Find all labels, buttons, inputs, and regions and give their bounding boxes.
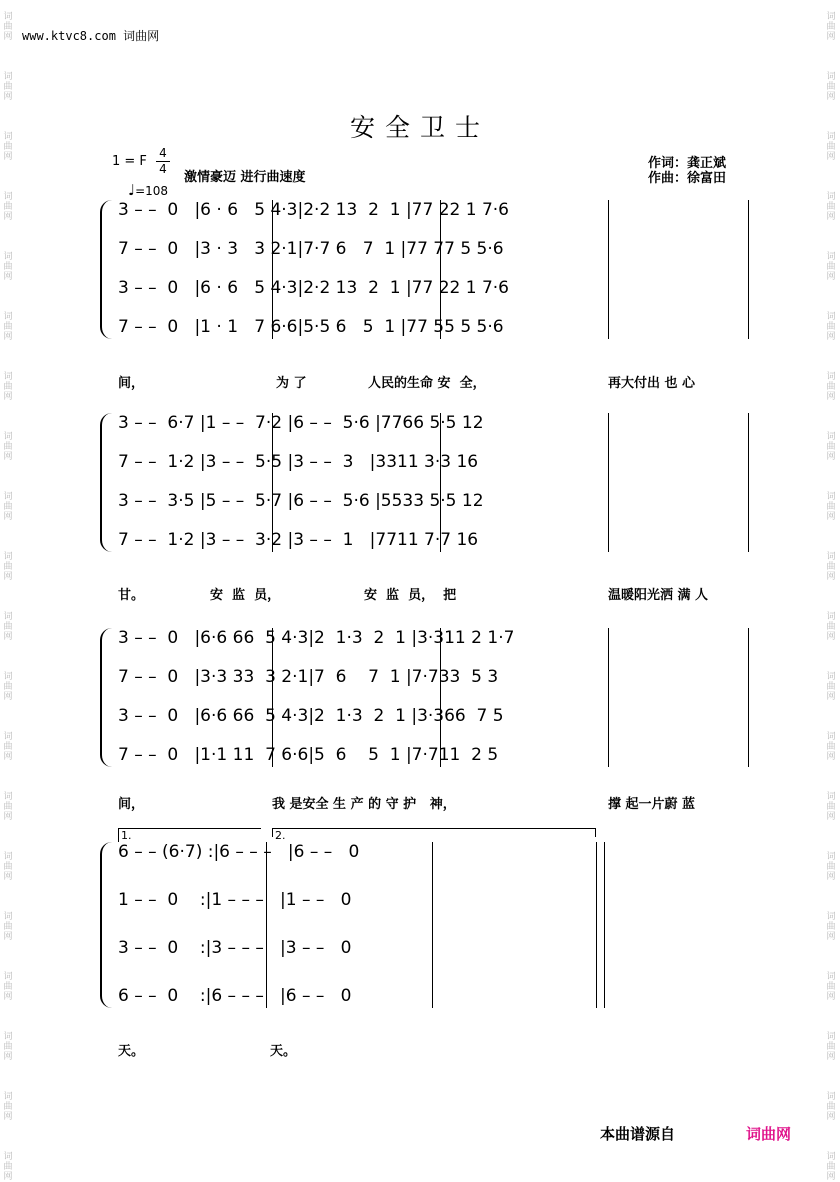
lyric-phrase: 安 监 员， bbox=[210, 588, 281, 603]
watermark-text: 词 曲 网 bbox=[826, 792, 836, 822]
watermark-text: 词 曲 网 bbox=[826, 372, 836, 402]
lyric-phrase: 间， bbox=[118, 797, 145, 812]
voice-line: 3 – – 0 |6 · 6 5 4·3|2·2 13 2 1 |77 22 1 7·6 bbox=[118, 200, 509, 220]
watermark-text: 词 曲 网 bbox=[826, 492, 836, 522]
watermark-text: 词 曲 网 bbox=[3, 432, 13, 462]
voice-line: 3 – – 6·7 |1 – – 7·2 |6 – – 5·6 |7766 5·5 12 bbox=[118, 413, 484, 433]
watermark-text: 词 曲 网 bbox=[826, 252, 836, 282]
barline bbox=[608, 628, 609, 767]
voice-line: 1 – – 0 :|1 – – – |1 – – 0 bbox=[118, 890, 352, 910]
system-brace bbox=[100, 842, 112, 1008]
expression-text: 激情豪迈 进行曲速度 bbox=[184, 170, 306, 185]
watermark-text: 词 曲 网 bbox=[826, 672, 836, 702]
lyric-phrase: 天。 bbox=[270, 1044, 297, 1059]
watermark-text: 词 曲 网 bbox=[826, 132, 836, 162]
watermark-text: 词 曲 网 bbox=[3, 852, 13, 882]
watermark-text: 词 曲 网 bbox=[826, 12, 836, 42]
volta-second: 2. bbox=[272, 828, 596, 837]
footer-link[interactable]: 词曲网 bbox=[746, 1125, 792, 1143]
watermark-text: 词 曲 网 bbox=[3, 72, 13, 102]
watermark-text: 词 曲 网 bbox=[3, 1092, 13, 1122]
voice-line: 7 – – 0 |3·3 33 3 2·1|7 6 7 1 |7·733 5 3 bbox=[118, 667, 499, 687]
tempo-value: =108 bbox=[135, 184, 169, 198]
watermark-text: 词 曲 网 bbox=[826, 912, 836, 942]
site-link[interactable]: www.ktvc8.com 词曲网 bbox=[22, 29, 160, 43]
key-signature: 1 = F bbox=[112, 154, 147, 169]
footer-source: 本曲谱源自 bbox=[600, 1125, 676, 1143]
quarter-note-icon: ♩ bbox=[128, 181, 136, 199]
composer: 作曲：徐富田 bbox=[648, 171, 727, 186]
system-brace bbox=[100, 200, 112, 339]
lyric-phrase: 温暖阳光洒 满 人 bbox=[608, 588, 709, 603]
watermark-text: 词 曲 网 bbox=[3, 552, 13, 582]
barline bbox=[748, 200, 749, 339]
lyric-phrase: 再大付出 也 心 bbox=[608, 376, 696, 391]
voice-line: 3 – – 0 |6·6 66 5 4·3|2 1·3 2 1 |3·311 2 1·7 bbox=[118, 628, 515, 648]
watermark-text: 词 曲 网 bbox=[826, 552, 836, 582]
lyric-phrase: 间， bbox=[118, 376, 145, 391]
watermark-text: 词 曲 网 bbox=[826, 1152, 836, 1182]
watermark-text: 词 曲 网 bbox=[3, 12, 13, 42]
watermark-text: 词 曲 网 bbox=[3, 312, 13, 342]
lyric-phrase: 甘。 bbox=[118, 588, 145, 603]
watermark-text: 词 曲 网 bbox=[826, 432, 836, 462]
barline bbox=[596, 842, 597, 1008]
watermark-text: 词 曲 网 bbox=[826, 1092, 836, 1122]
watermark-text: 词 曲 网 bbox=[826, 732, 836, 762]
voice-line: 7 – – 1·2 |3 – – 5·5 |3 – – 3 |3311 3·3 16 bbox=[118, 452, 479, 472]
lyric-phrase: 为 了 bbox=[276, 376, 307, 391]
watermark-text: 词 曲 网 bbox=[3, 912, 13, 942]
lyric-phrase: 人民的生命 安 全， bbox=[368, 376, 486, 391]
voice-line: 3 – – 0 |6 · 6 5 4·3|2·2 13 2 1 |77 22 1 7·6 bbox=[118, 278, 509, 298]
voice-line: 3 – – 0 :|3 – – – |3 – – 0 bbox=[118, 938, 352, 958]
voice-line: 7 – – 0 |1·1 11 7 6·6|5 6 5 1 |7·711 2 5 bbox=[118, 745, 499, 765]
barline bbox=[432, 842, 433, 1008]
watermark-text: 词 曲 网 bbox=[3, 132, 13, 162]
watermark-text: 词 曲 网 bbox=[826, 1032, 836, 1062]
time-bottom: 4 bbox=[159, 162, 167, 176]
voice-line: 6 – – 0 :|6 – – – |6 – – 0 bbox=[118, 986, 352, 1006]
barline bbox=[604, 842, 605, 1008]
system-brace bbox=[100, 628, 112, 767]
watermark-text: 词 曲 网 bbox=[3, 252, 13, 282]
watermark-text: 词 曲 网 bbox=[826, 972, 836, 1002]
watermark-text: 词 曲 网 bbox=[826, 612, 836, 642]
lyric-phrase: 天。 bbox=[118, 1044, 145, 1059]
barline bbox=[748, 413, 749, 552]
watermark-text: 词 曲 网 bbox=[3, 192, 13, 222]
watermark-text: 词 曲 网 bbox=[3, 732, 13, 762]
volta-first: 1. bbox=[118, 828, 261, 842]
lyric-phrase: 撑 起一片蔚 蓝 bbox=[608, 797, 696, 812]
barline bbox=[266, 842, 267, 1008]
song-title: 安全卫士 bbox=[349, 113, 490, 142]
lyric-phrase: 我 是安全 生 产 的 守 护 神， bbox=[272, 797, 456, 812]
voice-line: 7 – – 0 |3 · 3 3 2·1|7·7 6 7 1 |77 77 5 5·6 bbox=[118, 239, 504, 259]
watermark-text: 词 曲 网 bbox=[826, 312, 836, 342]
lyric-phrase: 安 监 员， 把 bbox=[364, 588, 457, 603]
watermark-text: 词 曲 网 bbox=[3, 492, 13, 522]
watermark-text: 词 曲 网 bbox=[3, 792, 13, 822]
voice-line: 3 – – 3·5 |5 – – 5·7 |6 – – 5·6 |5533 5·5 12 bbox=[118, 491, 484, 511]
watermark-text: 词 曲 网 bbox=[826, 852, 836, 882]
watermark-text: 词 曲 网 bbox=[3, 1152, 13, 1182]
lyricist: 作词：龚正斌 bbox=[648, 156, 727, 171]
watermark-text: 词 曲 网 bbox=[3, 612, 13, 642]
voice-line: 7 – – 1·2 |3 – – 3·2 |3 – – 1 |7711 7·7 16 bbox=[118, 530, 479, 550]
watermark-text: 词 曲 网 bbox=[3, 1032, 13, 1062]
system-brace bbox=[100, 413, 112, 552]
barline bbox=[748, 628, 749, 767]
voice-line: 6 – – (6·7) :|6 – – – |6 – – 0 bbox=[118, 842, 360, 862]
watermark-text: 词 曲 网 bbox=[3, 972, 13, 1002]
watermark-text: 词 曲 网 bbox=[826, 72, 836, 102]
watermark-text: 词 曲 网 bbox=[3, 372, 13, 402]
watermark-text: 词 曲 网 bbox=[3, 672, 13, 702]
voice-line: 7 – – 0 |1 · 1 7 6·6|5·5 6 5 1 |77 55 5 5·6 bbox=[118, 317, 504, 337]
time-top: 4 bbox=[159, 146, 167, 160]
barline bbox=[608, 200, 609, 339]
right-watermark bbox=[823, 0, 839, 1182]
tempo-mark bbox=[128, 181, 168, 199]
barline bbox=[608, 413, 609, 552]
time-signature bbox=[156, 146, 170, 177]
left-watermark bbox=[0, 0, 16, 1182]
watermark-text: 词 曲 网 bbox=[826, 192, 836, 222]
voice-line: 3 – – 0 |6·6 66 5 4·3|2 1·3 2 1 |3·366 7 5 bbox=[118, 706, 504, 726]
